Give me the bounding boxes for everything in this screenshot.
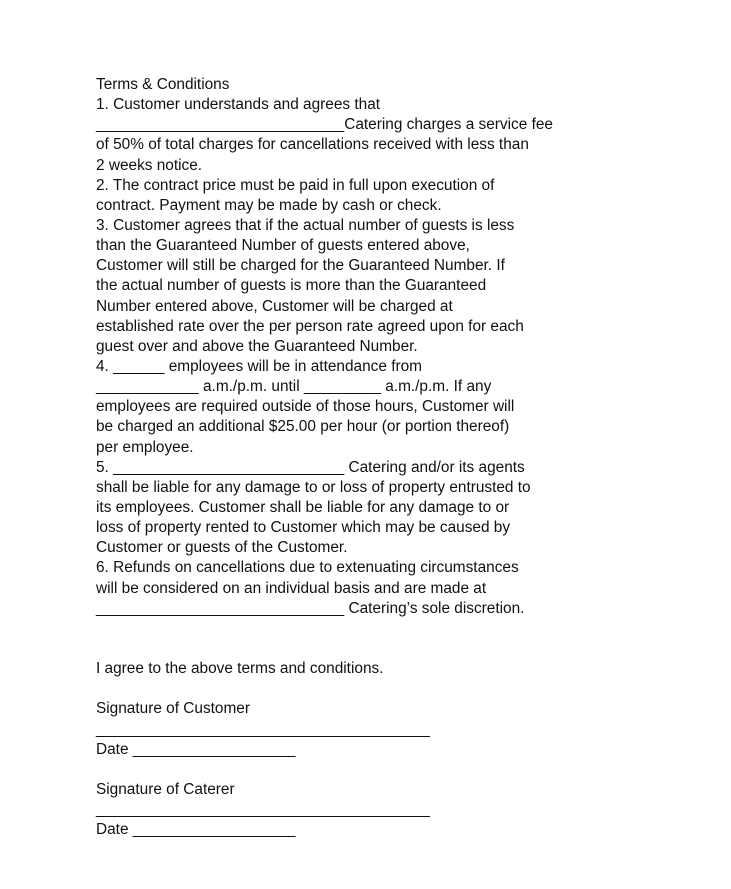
clause-line: employees are required outside of those hours, Customer will (96, 398, 515, 416)
clause-line: established rate over the per person rate agreed upon for each (96, 317, 524, 335)
caterer-date-field[interactable]: Date ___________________ (96, 821, 296, 839)
caterer-signature-line[interactable]: _______________________________________ (96, 801, 430, 819)
clause-line: guest over and above the Guaranteed Number. (96, 337, 418, 355)
clause-line: will be considered on an individual basis and are made at (96, 579, 487, 597)
clause-line: per employee. (96, 438, 194, 456)
clause-line: the actual number of guests is more than the Guaranteed (96, 277, 487, 295)
clause-line: its employees. Customer shall be liable for any damage to or (96, 498, 510, 516)
clause-line: 5. ___________________________ Catering and/or its agents (96, 458, 525, 476)
clause-line: 2. The contract price must be paid in full upon execution of (96, 176, 495, 194)
document-page (96, 75, 596, 840)
customer-date-field[interactable]: Date ___________________ (96, 740, 296, 758)
clause-line: ____________ a.m./p.m. until _________ a.m./p.m. If any (96, 378, 492, 396)
customer-signature-line[interactable]: _______________________________________ (96, 720, 430, 738)
clause-line: 1. Customer understands and agrees that (96, 96, 381, 114)
clause-line: 2 weeks notice. (96, 156, 203, 174)
caterer-signature-label: Signature of Caterer (96, 780, 235, 798)
clause-line: Number entered above, Customer will be charged at (96, 297, 453, 315)
customer-signature-label: Signature of Customer (96, 700, 250, 718)
clause-line: loss of property rented to Customer which may be caused by (96, 519, 511, 537)
document-title: Terms & Conditions (96, 76, 230, 93)
clause-line: Customer will still be charged for the Guaranteed Number. If (96, 257, 505, 275)
clause-line: shall be liable for any damage to or loss of property entrusted to (96, 478, 531, 496)
clause-line: 6. Refunds on cancellations due to extenuating circumstances (96, 559, 519, 577)
clause-line: 4. ______ employees will be in attendance from (96, 357, 422, 375)
agreement-statement: I agree to the above terms and conditions. (96, 660, 384, 678)
clause-line: than the Guaranteed Number of guests entered above, (96, 237, 470, 255)
clause-line: 3. Customer agrees that if the actual number of guests is less (96, 216, 515, 234)
clause-line: _____________________________Catering charges a service fee (96, 116, 553, 134)
clause-line: of 50% of total charges for cancellations received with less than (96, 136, 529, 154)
clause-line: contract. Payment may be made by cash or check. (96, 196, 442, 214)
blank-line (96, 679, 596, 699)
clause-line: be charged an additional $25.00 per hour (or portion thereof) (96, 418, 510, 436)
blank-line (96, 760, 596, 780)
clause-line: _____________________________ Catering’s sole discretion. (96, 599, 525, 617)
clause-line: Customer or guests of the Customer. (96, 539, 348, 557)
blank-line (96, 639, 596, 659)
blank-line (96, 619, 596, 639)
